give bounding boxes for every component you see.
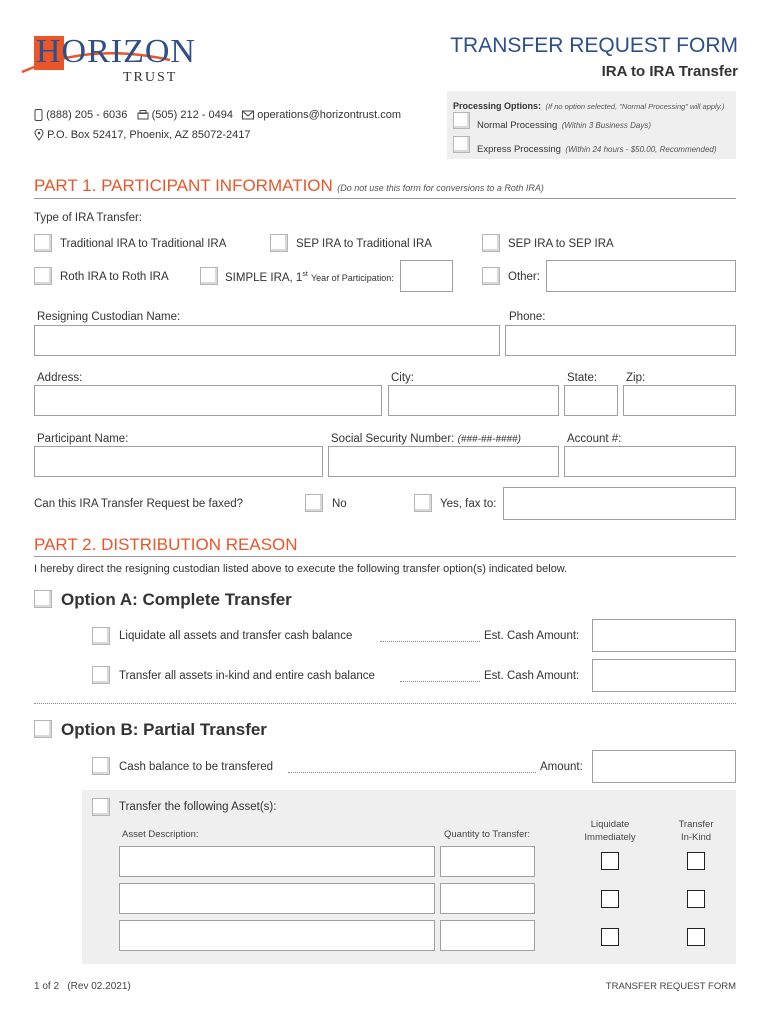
option-a-title: Option A: Complete Transfer: [61, 590, 292, 609]
part2-rule: [34, 556, 736, 557]
participant-name-input[interactable]: [34, 446, 323, 477]
asset-description-input-1[interactable]: [119, 846, 435, 877]
other-label: Other:: [508, 271, 540, 283]
mailing-address: P.O. Box 52417, Phoenix, AZ 85072-2417: [47, 129, 251, 141]
asset-description-input-2[interactable]: [119, 883, 435, 914]
cash-balance-label: Cash balance to be transfered: [119, 761, 274, 773]
amount-input[interactable]: [592, 750, 736, 783]
liquidate-all-label: Liquidate all assets and transfer cash balance: [119, 630, 353, 642]
fax-to-input[interactable]: [503, 487, 736, 520]
form-subtitle: IRA to IRA Transfer: [601, 63, 738, 80]
leader-dots: [400, 681, 480, 682]
leader-dots: [288, 772, 536, 773]
custodian-phone-label: Phone:: [509, 311, 546, 323]
part1-heading: PART 1. PARTICIPANT INFORMATION (Do not use this form for conversions to a Roth IRA): [34, 176, 544, 195]
est-cash-label-2: Est. Cash Amount:: [484, 670, 580, 682]
address-label: Address:: [37, 372, 83, 384]
transfer-assets-checkbox[interactable]: [92, 798, 110, 816]
inkind-checkbox-2[interactable]: [687, 890, 705, 908]
logo-wordmark: HORIZON: [36, 33, 196, 70]
logo: [20, 30, 235, 90]
phone-icon: [34, 109, 43, 121]
liquidate-all-checkbox[interactable]: [92, 627, 110, 645]
part2-intro: I hereby direct the resigning custodian listed above to execute the following transfer option(s) indicated below.: [34, 563, 568, 575]
sep-to-trad-checkbox[interactable]: [270, 234, 288, 252]
inkind-checkbox-3[interactable]: [687, 928, 705, 946]
amount-label: Amount:: [540, 761, 583, 773]
quantity-input-1[interactable]: [440, 846, 535, 877]
inkind-header: Transfer In-Kind: [678, 819, 714, 843]
quantity-header: Quantity to Transfer:: [444, 829, 531, 840]
footer-page: 1 of 2 (Rev 02.2021): [34, 981, 131, 992]
account-label: Account #:: [567, 433, 622, 445]
logo-subtext: TRUST: [123, 70, 178, 85]
part2-heading: PART 2. DISTRIBUTION REASON: [34, 535, 298, 554]
express-processing-checkbox[interactable]: [453, 136, 470, 153]
other-input[interactable]: [546, 260, 736, 292]
location-pin-icon: [34, 129, 44, 141]
normal-processing-checkbox[interactable]: [453, 112, 470, 129]
account-input[interactable]: [564, 446, 736, 477]
fax-yes-label: Yes, fax to:: [440, 498, 497, 510]
simple-year-input[interactable]: [400, 260, 453, 292]
other-checkbox[interactable]: [482, 267, 500, 285]
custodian-phone-input[interactable]: [505, 325, 736, 356]
ssn-label: Social Security Number: (###-##-####): [331, 433, 521, 445]
liquidate-checkbox-1[interactable]: [601, 852, 619, 870]
liquidate-header: Liquidate Immediately: [584, 819, 636, 843]
sep-to-trad-label: SEP IRA to Traditional IRA: [296, 238, 432, 250]
option-b-title: Option B: Partial Transfer: [61, 720, 267, 739]
transfer-assets-label: Transfer the following Asset(s):: [119, 801, 277, 813]
footer-title: TRANSFER REQUEST FORM: [605, 981, 736, 992]
email-address: operations@horizontrust.com: [257, 109, 402, 121]
sep-to-sep-label: SEP IRA to SEP IRA: [508, 238, 614, 250]
email-icon: [242, 110, 254, 120]
roth-to-roth-checkbox[interactable]: [34, 267, 52, 285]
part1-rule: [34, 198, 736, 199]
leader-dots: [380, 641, 480, 642]
liquidate-checkbox-2[interactable]: [601, 890, 619, 908]
zip-input[interactable]: [623, 385, 736, 416]
simple-ira-checkbox[interactable]: [200, 267, 218, 285]
custodian-name-input[interactable]: [34, 325, 500, 356]
state-input[interactable]: [564, 385, 618, 416]
sep-to-sep-checkbox[interactable]: [482, 234, 500, 252]
est-cash-input-1[interactable]: [592, 619, 736, 652]
normal-processing-label: Normal Processing (Within 3 Business Days): [477, 120, 651, 131]
city-label: City:: [391, 372, 414, 384]
fax-number: (505) 212 - 0494: [151, 109, 233, 121]
processing-label: Processing Options: (If no option selected, "Normal Processing" will apply.): [453, 101, 725, 111]
section-divider: [34, 703, 736, 704]
fax-no-label: No: [332, 498, 347, 510]
quantity-input-3[interactable]: [440, 920, 535, 951]
address-input[interactable]: [34, 385, 382, 416]
simple-ira-label: SIMPLE IRA, 1st Year of Participation:: [225, 271, 394, 284]
fax-question: Can this IRA Transfer Request be faxed?: [34, 498, 244, 510]
option-a-checkbox[interactable]: [34, 590, 52, 608]
option-b-checkbox[interactable]: [34, 720, 52, 738]
roth-to-roth-label: Roth IRA to Roth IRA: [60, 271, 169, 283]
participant-label: Participant Name:: [37, 433, 129, 445]
phone-number: (888) 205 - 6036: [46, 109, 128, 121]
form-title: TRANSFER REQUEST FORM: [450, 34, 738, 57]
est-cash-input-2[interactable]: [592, 659, 736, 692]
address-line: [34, 129, 251, 141]
inkind-checkbox-1[interactable]: [687, 852, 705, 870]
liquidate-checkbox-3[interactable]: [601, 928, 619, 946]
est-cash-label-1: Est. Cash Amount:: [484, 630, 580, 642]
contact-line: [34, 109, 401, 121]
ira-type-label: Type of IRA Transfer:: [34, 212, 143, 224]
state-label: State:: [567, 372, 598, 384]
cash-balance-checkbox[interactable]: [92, 757, 110, 775]
inkind-all-checkbox[interactable]: [92, 666, 110, 684]
trad-to-trad-label: Traditional IRA to Traditional IRA: [60, 238, 227, 250]
zip-label: Zip:: [626, 372, 646, 384]
express-processing-label: Express Processing (Within 24 hours - $50.00, Recommended): [477, 144, 717, 155]
fax-no-checkbox[interactable]: [305, 494, 323, 512]
inkind-all-label: Transfer all assets in-kind and entire cash balance: [119, 670, 375, 682]
asset-description-header: Asset Description:: [122, 829, 199, 840]
ssn-input[interactable]: [328, 446, 559, 477]
city-input[interactable]: [388, 385, 559, 416]
custodian-label: Resigning Custodian Name:: [37, 311, 181, 323]
quantity-input-2[interactable]: [440, 883, 535, 914]
fax-icon: [137, 110, 149, 121]
asset-description-input-3[interactable]: [119, 920, 435, 951]
fax-yes-checkbox[interactable]: [414, 494, 432, 512]
trad-to-trad-checkbox[interactable]: [34, 234, 52, 252]
